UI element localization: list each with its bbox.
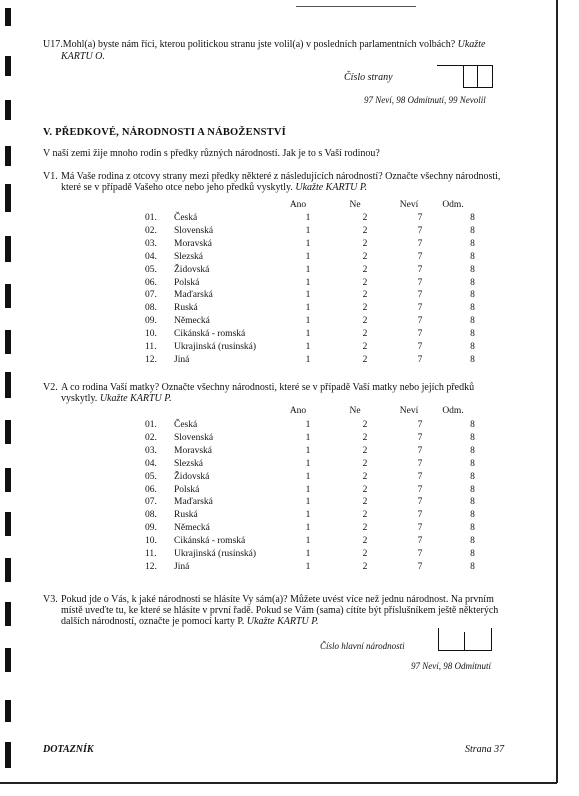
option-yes[interactable]: 1 bbox=[305, 471, 311, 482]
row-label: Maďarská bbox=[174, 497, 213, 508]
row-label: Židovská bbox=[174, 471, 210, 482]
option-no[interactable]: 2 bbox=[362, 342, 368, 353]
option-dont-know[interactable]: 7 bbox=[417, 510, 423, 521]
row-code: 09. bbox=[145, 316, 157, 327]
row-code: 08. bbox=[145, 303, 157, 314]
answer-label: Číslo strany bbox=[344, 72, 393, 83]
row-code: 10. bbox=[145, 536, 157, 547]
option-dont-know[interactable]: 7 bbox=[417, 316, 423, 327]
column-header-no: Ne bbox=[349, 406, 361, 416]
instruction: Ukažte KARTU P. bbox=[99, 393, 172, 404]
page-number: Strana 37 bbox=[465, 744, 505, 755]
table-row bbox=[145, 289, 495, 302]
table-row bbox=[145, 315, 495, 328]
option-refused[interactable]: 8 bbox=[470, 354, 475, 365]
option-yes[interactable]: 1 bbox=[305, 445, 311, 456]
option-dont-know[interactable]: 7 bbox=[417, 497, 423, 508]
row-label: Jiná bbox=[174, 354, 190, 365]
binding-mark bbox=[5, 8, 11, 26]
option-yes[interactable]: 1 bbox=[305, 238, 311, 249]
row-code: 09. bbox=[145, 523, 157, 534]
page-edge-shadow bbox=[556, 0, 558, 783]
row-code: 11. bbox=[145, 342, 157, 353]
table-row bbox=[145, 458, 495, 471]
row-label: Jiná bbox=[174, 561, 190, 572]
option-refused[interactable]: 8 bbox=[470, 497, 475, 508]
option-yes[interactable]: 1 bbox=[305, 354, 311, 365]
option-dont-know[interactable]: 7 bbox=[417, 213, 423, 223]
instruction: KARTU O. bbox=[61, 51, 105, 62]
question-text: Mohl(a) byste nám říci, kterou politickou stranu jste volil(a) v posledních parlamentních volbách? bbox=[62, 39, 456, 50]
option-dont-know[interactable]: 7 bbox=[417, 342, 423, 353]
option-yes[interactable]: 1 bbox=[305, 329, 311, 340]
option-refused[interactable]: 8 bbox=[470, 342, 475, 353]
table-row bbox=[145, 561, 495, 574]
row-label: Ruská bbox=[174, 303, 198, 314]
row-code: 04. bbox=[145, 458, 157, 469]
option-no[interactable]: 2 bbox=[362, 316, 368, 327]
row-code: 02. bbox=[145, 432, 157, 443]
option-dont-know[interactable]: 7 bbox=[417, 251, 423, 262]
row-code: 01. bbox=[145, 213, 157, 223]
option-refused[interactable]: 8 bbox=[470, 329, 475, 340]
option-dont-know[interactable]: 7 bbox=[417, 420, 423, 430]
row-label: Polská bbox=[174, 277, 200, 288]
option-yes[interactable]: 1 bbox=[305, 458, 311, 469]
option-no[interactable]: 2 bbox=[362, 458, 368, 469]
question-v3-number: V3. bbox=[43, 594, 58, 605]
binding-mark bbox=[5, 100, 11, 120]
option-dont-know[interactable]: 7 bbox=[417, 561, 423, 572]
binding-mark bbox=[5, 146, 11, 166]
row-code: 05. bbox=[145, 264, 157, 275]
option-refused[interactable]: 8 bbox=[470, 549, 475, 560]
question-u17 bbox=[43, 39, 485, 51]
option-refused[interactable]: 8 bbox=[470, 458, 475, 469]
binding-mark bbox=[5, 284, 11, 308]
option-refused[interactable]: 8 bbox=[470, 316, 475, 327]
option-refused[interactable]: 8 bbox=[470, 484, 475, 495]
binding-mark bbox=[5, 372, 11, 398]
row-label: Česká bbox=[174, 213, 198, 223]
option-dont-know[interactable]: 7 bbox=[417, 523, 423, 534]
column-header-yes: Ano bbox=[289, 406, 307, 416]
table-row bbox=[145, 264, 495, 277]
option-refused[interactable]: 8 bbox=[470, 277, 475, 288]
binding-mark bbox=[5, 648, 11, 672]
row-code: 06. bbox=[145, 484, 157, 495]
option-no[interactable]: 2 bbox=[362, 303, 368, 314]
row-label: Slovenská bbox=[174, 432, 214, 443]
row-code: 11. bbox=[145, 549, 157, 560]
option-dont-know[interactable]: 7 bbox=[417, 277, 423, 288]
option-refused[interactable]: 8 bbox=[470, 536, 475, 547]
option-no[interactable]: 2 bbox=[362, 432, 368, 443]
option-no[interactable]: 2 bbox=[362, 471, 368, 482]
table-row bbox=[145, 432, 495, 445]
option-refused[interactable]: 8 bbox=[470, 290, 475, 301]
option-refused[interactable]: 8 bbox=[470, 238, 475, 249]
row-label: Maďarská bbox=[174, 290, 213, 301]
row-label: Židovská bbox=[174, 264, 210, 275]
option-dont-know[interactable]: 7 bbox=[417, 549, 423, 560]
answer-box[interactable] bbox=[438, 628, 492, 651]
row-code: 06. bbox=[145, 277, 157, 288]
option-refused[interactable]: 8 bbox=[470, 251, 475, 262]
option-no[interactable]: 2 bbox=[362, 445, 368, 456]
question-v3-text-3 bbox=[61, 616, 319, 628]
table-row bbox=[145, 354, 495, 367]
option-dont-know[interactable]: 7 bbox=[417, 264, 423, 275]
option-no[interactable]: 2 bbox=[362, 264, 368, 275]
option-dont-know[interactable]: 7 bbox=[417, 329, 423, 340]
row-label: Ukrajinská (rusínská) bbox=[174, 549, 257, 560]
row-label: Slovenská bbox=[174, 225, 214, 236]
binding-mark bbox=[5, 330, 11, 354]
column-header-dont-know: Neví bbox=[399, 406, 419, 416]
page-edge-shadow-bottom bbox=[0, 782, 557, 784]
option-yes[interactable]: 1 bbox=[305, 277, 311, 288]
row-label: Ruská bbox=[174, 510, 198, 521]
answer-codes: 97 Neví, 98 Odmítnutí, 99 Nevolil bbox=[364, 95, 486, 105]
question-v2-number: V2. bbox=[43, 382, 58, 393]
option-yes[interactable]: 1 bbox=[305, 290, 311, 301]
row-label: Slezská bbox=[174, 458, 204, 469]
option-no[interactable]: 2 bbox=[362, 549, 368, 560]
binding-mark bbox=[5, 602, 11, 626]
instruction: Ukažte bbox=[457, 39, 486, 50]
question-v1-number: V1. bbox=[43, 171, 58, 182]
answer-box-divider bbox=[477, 65, 478, 87]
binding-mark bbox=[5, 512, 11, 536]
option-yes[interactable]: 1 bbox=[305, 213, 311, 223]
option-refused[interactable]: 8 bbox=[470, 510, 475, 521]
option-yes[interactable]: 1 bbox=[305, 484, 311, 495]
row-code: 03. bbox=[145, 445, 157, 456]
column-header-yes: Ano bbox=[289, 200, 307, 210]
binding-mark bbox=[5, 420, 11, 444]
option-yes[interactable]: 1 bbox=[305, 251, 311, 262]
question-text: dalších národností, označte je pomocí karty P. bbox=[61, 616, 245, 627]
option-yes[interactable]: 1 bbox=[305, 497, 311, 508]
table-row bbox=[145, 341, 495, 354]
table-row bbox=[145, 328, 495, 341]
option-dont-know[interactable]: 7 bbox=[417, 484, 423, 495]
option-yes[interactable]: 1 bbox=[305, 225, 311, 236]
option-dont-know[interactable]: 7 bbox=[417, 303, 423, 314]
option-refused[interactable]: 8 bbox=[470, 213, 475, 223]
option-yes[interactable]: 1 bbox=[305, 561, 311, 572]
answer-box-divider bbox=[464, 632, 465, 650]
section-intro: V naší zemi žije mnoho rodin s předky různých národností. Jak je to s Vaší rodinou? bbox=[43, 148, 380, 159]
row-label: Německá bbox=[174, 523, 210, 534]
option-yes[interactable]: 1 bbox=[305, 523, 311, 534]
top-rule bbox=[296, 6, 416, 7]
option-no[interactable]: 2 bbox=[362, 290, 368, 301]
option-yes[interactable]: 1 bbox=[305, 510, 311, 521]
option-no[interactable]: 2 bbox=[362, 277, 368, 288]
option-no[interactable]: 2 bbox=[362, 329, 368, 340]
option-yes[interactable]: 1 bbox=[305, 316, 311, 327]
row-label: Moravská bbox=[174, 238, 212, 249]
option-yes[interactable]: 1 bbox=[305, 342, 311, 353]
option-no[interactable]: 2 bbox=[362, 420, 368, 430]
option-refused[interactable]: 8 bbox=[470, 445, 475, 456]
table-row bbox=[145, 238, 495, 251]
row-code: 07. bbox=[145, 497, 157, 508]
row-code: 02. bbox=[145, 225, 157, 236]
binding-mark bbox=[5, 236, 11, 262]
question-v2-text: A co rodina Vaší matky? Označte všechny národnosti, které se v případě Vaší matky nebo jejích předků bbox=[61, 382, 475, 393]
section-heading: V. PŘEDKOVÉ, NÁRODNOSTI A NÁBOŽENSTVÍ bbox=[43, 127, 286, 138]
v2-nationality-table bbox=[145, 419, 495, 574]
v1-nationality-table bbox=[145, 212, 495, 367]
table-row bbox=[145, 225, 495, 238]
row-code: 08. bbox=[145, 510, 157, 521]
option-refused[interactable]: 8 bbox=[470, 303, 475, 314]
table-row bbox=[145, 548, 495, 561]
column-header-dont-know: Neví bbox=[399, 200, 419, 210]
option-no[interactable]: 2 bbox=[362, 497, 368, 508]
row-label: Česká bbox=[174, 420, 198, 430]
table-row bbox=[145, 445, 495, 458]
row-code: 12. bbox=[145, 354, 157, 365]
option-dont-know[interactable]: 7 bbox=[417, 432, 423, 443]
answer-box-extension bbox=[437, 65, 464, 66]
option-no[interactable]: 2 bbox=[362, 238, 368, 249]
column-header-refused: Odm. bbox=[442, 200, 464, 210]
option-dont-know[interactable]: 7 bbox=[417, 445, 423, 456]
option-refused[interactable]: 8 bbox=[470, 561, 475, 572]
option-dont-know[interactable]: 7 bbox=[417, 354, 423, 365]
answer-label: Číslo hlavní národnosti bbox=[320, 641, 405, 651]
table-row bbox=[145, 496, 495, 509]
binding-mark bbox=[5, 558, 11, 582]
table-row bbox=[145, 302, 495, 315]
option-dont-know[interactable]: 7 bbox=[417, 225, 423, 236]
option-no[interactable]: 2 bbox=[362, 354, 368, 365]
table-row bbox=[145, 509, 495, 522]
option-dont-know[interactable]: 7 bbox=[417, 290, 423, 301]
option-no[interactable]: 2 bbox=[362, 251, 368, 262]
option-refused[interactable]: 8 bbox=[470, 432, 475, 443]
option-dont-know[interactable]: 7 bbox=[417, 458, 423, 469]
table-row bbox=[145, 484, 495, 497]
binding-mark bbox=[5, 700, 11, 722]
question-text: které se v případě Vašeho otce nebo jeho předků vyskytly. bbox=[61, 182, 293, 193]
row-label: Slezská bbox=[174, 251, 204, 262]
table-row bbox=[145, 251, 495, 264]
option-no[interactable]: 2 bbox=[362, 561, 368, 572]
row-label: Ukrajinská (rusínská) bbox=[174, 342, 257, 353]
question-text: vyskytly. bbox=[61, 393, 98, 404]
row-code: 01. bbox=[145, 420, 157, 430]
table-row bbox=[145, 535, 495, 548]
column-header-refused: Odm. bbox=[442, 406, 464, 416]
row-label: Moravská bbox=[174, 445, 212, 456]
answer-codes: 97 Neví, 98 Odmítnutí bbox=[411, 661, 491, 671]
table-row bbox=[145, 419, 495, 432]
row-code: 04. bbox=[145, 251, 157, 262]
binding-mark bbox=[5, 468, 11, 492]
option-no[interactable]: 2 bbox=[362, 510, 368, 521]
option-refused[interactable]: 8 bbox=[470, 264, 475, 275]
option-yes[interactable]: 1 bbox=[305, 264, 311, 275]
option-no[interactable]: 2 bbox=[362, 536, 368, 547]
row-code: 05. bbox=[145, 471, 157, 482]
option-yes[interactable]: 1 bbox=[305, 432, 311, 443]
binding-mark bbox=[5, 742, 11, 768]
row-label: Polská bbox=[174, 484, 200, 495]
option-yes[interactable]: 1 bbox=[305, 303, 311, 314]
answer-box[interactable] bbox=[463, 65, 493, 88]
option-yes[interactable]: 1 bbox=[305, 420, 311, 430]
row-label: Cikánská - romská bbox=[174, 536, 246, 547]
row-code: 10. bbox=[145, 329, 157, 340]
option-no[interactable]: 2 bbox=[362, 523, 368, 534]
column-header-no: Ne bbox=[349, 200, 361, 210]
table-row bbox=[145, 471, 495, 484]
option-refused[interactable]: 8 bbox=[470, 420, 475, 430]
option-no[interactable]: 2 bbox=[362, 213, 368, 223]
row-code: 07. bbox=[145, 290, 157, 301]
option-yes[interactable]: 1 bbox=[305, 549, 311, 560]
table-row bbox=[145, 212, 495, 225]
option-dont-know[interactable]: 7 bbox=[417, 536, 423, 547]
option-refused[interactable]: 8 bbox=[470, 523, 475, 534]
question-number: U17. bbox=[43, 39, 63, 50]
option-refused[interactable]: 8 bbox=[470, 471, 475, 482]
option-dont-know[interactable]: 7 bbox=[417, 238, 423, 249]
table-row bbox=[145, 522, 495, 535]
row-label: Cikánská - romská bbox=[174, 329, 246, 340]
question-v1-text: Má Vaše rodina z otcovy strany mezi předky některé z následujících národností? Označte všechny národnosti, bbox=[61, 171, 501, 182]
row-code: 12. bbox=[145, 561, 157, 572]
footer-title: DOTAZNÍK bbox=[43, 744, 94, 755]
option-dont-know[interactable]: 7 bbox=[417, 471, 423, 482]
binding-mark bbox=[5, 184, 11, 212]
question-v1-text-2 bbox=[61, 182, 367, 194]
row-code: 03. bbox=[145, 238, 157, 249]
table-row bbox=[145, 277, 495, 290]
option-refused[interactable]: 8 bbox=[470, 225, 475, 236]
option-no[interactable]: 2 bbox=[362, 225, 368, 236]
question-v3-text: Pokud jde o Vás, k jaké národnosti se hlásíte Vy sám(a)? Můžete uvést více než jednu národnost. Na prvním bbox=[61, 594, 494, 605]
question-v3-text-2: místě uveďte tu, ke které se hlásíte v první řadě. Pokud se Vám (sama) cítíte být příslušníkem ještě některých bbox=[61, 605, 499, 616]
option-yes[interactable]: 1 bbox=[305, 536, 311, 547]
binding-mark bbox=[5, 56, 11, 76]
question-v2-text-2 bbox=[61, 393, 172, 405]
row-label: Německá bbox=[174, 316, 210, 327]
instruction: Ukažte KARTU P. bbox=[295, 182, 368, 193]
option-no[interactable]: 2 bbox=[362, 484, 368, 495]
instruction: Ukažte KARTU P. bbox=[246, 616, 319, 627]
